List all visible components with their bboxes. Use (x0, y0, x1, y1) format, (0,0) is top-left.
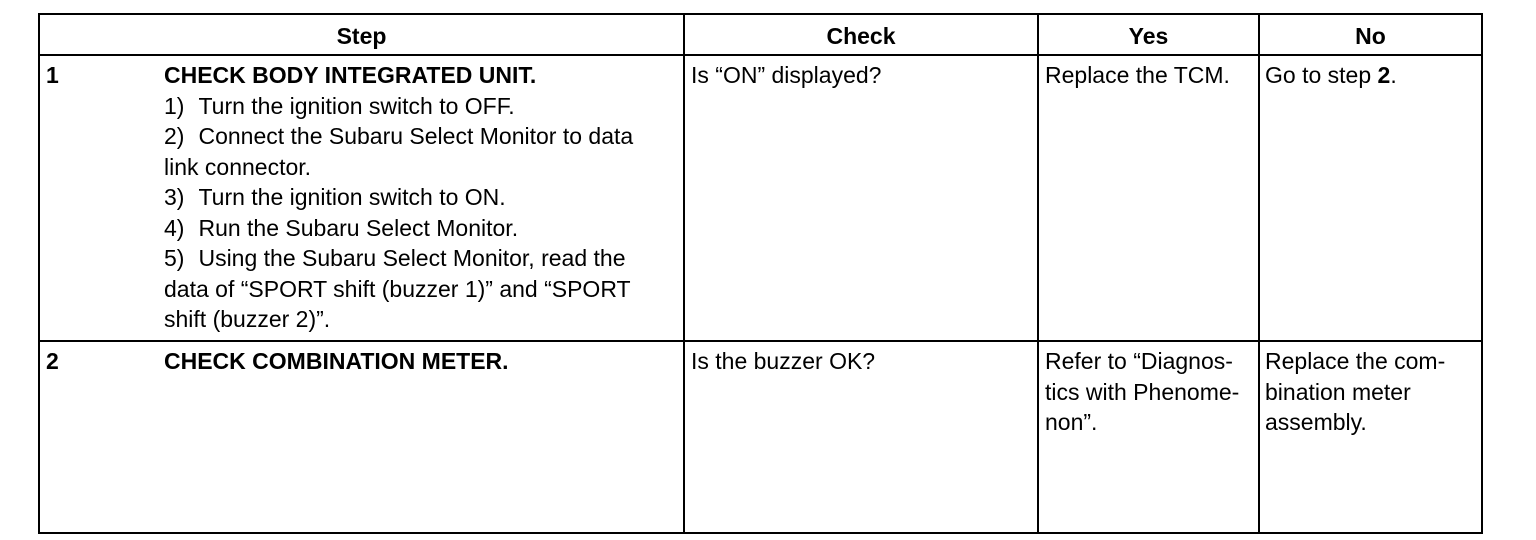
no-text-line: Replace the com- (1265, 348, 1446, 374)
header-step: Step (39, 14, 684, 55)
procedure-text: Connect the Subaru Select Monitor to data (198, 123, 634, 149)
no-text-line: bination meter (1265, 378, 1411, 405)
yes-cell (1038, 341, 1259, 533)
procedure-text: Using the Subaru Select Monitor, read the (198, 245, 626, 271)
table-header-row (39, 14, 1482, 55)
procedure-item (164, 182, 677, 213)
table-row (39, 55, 1482, 341)
diagnostic-table (38, 13, 1483, 534)
procedure-text-continued: shift (buzzer 2)”. (164, 306, 331, 332)
step-number: 1 (46, 62, 59, 88)
procedure-text: Turn the ignition switch to OFF. (198, 92, 515, 119)
procedure-text-continued: link connector. (164, 153, 312, 180)
header-check: Check (684, 14, 1038, 55)
procedure-number: 3) (164, 184, 185, 210)
yes-cell: Replace the TCM. (1038, 55, 1259, 341)
check-cell: Is “ON” displayed? (684, 55, 1038, 341)
step-number: 2 (46, 348, 59, 374)
step-reference: 2 (1377, 62, 1391, 88)
header-no: No (1259, 14, 1482, 55)
yes-text-line: Refer to “Diagnos- (1045, 348, 1233, 374)
check-cell: Is the buzzer OK? (684, 341, 1038, 533)
no-text-line: assembly. (1265, 409, 1367, 435)
procedure-text: Turn the ignition switch to ON. (198, 184, 506, 210)
procedure-item (164, 243, 677, 274)
table-row (39, 341, 1482, 533)
procedure-item (164, 91, 677, 122)
step-title: CHECK COMBINATION METER. (164, 348, 509, 374)
yes-text-line: non”. (1045, 409, 1098, 435)
procedure-text-continued: data of “SPORT shift (buzzer 1)” and “SPORT (164, 275, 631, 302)
procedure-item (164, 213, 677, 244)
step-cell (39, 55, 684, 341)
step-title: CHECK BODY INTEGRATED UNIT. (164, 62, 537, 88)
no-cell (1259, 55, 1482, 341)
no-text: Go to step (1265, 62, 1378, 88)
procedure-number: 2) (164, 123, 185, 149)
step-cell (39, 341, 684, 533)
header-yes: Yes (1038, 14, 1259, 55)
no-text-suffix: . (1390, 62, 1397, 88)
procedure-number: 5) (164, 245, 185, 271)
procedure-number: 4) (164, 214, 185, 241)
procedure-number: 1) (164, 92, 185, 119)
yes-text-line: tics with Phenome- (1045, 378, 1240, 405)
procedure-text: Run the Subaru Select Monitor. (198, 214, 519, 241)
procedure-item (164, 121, 677, 152)
no-cell (1259, 341, 1482, 533)
